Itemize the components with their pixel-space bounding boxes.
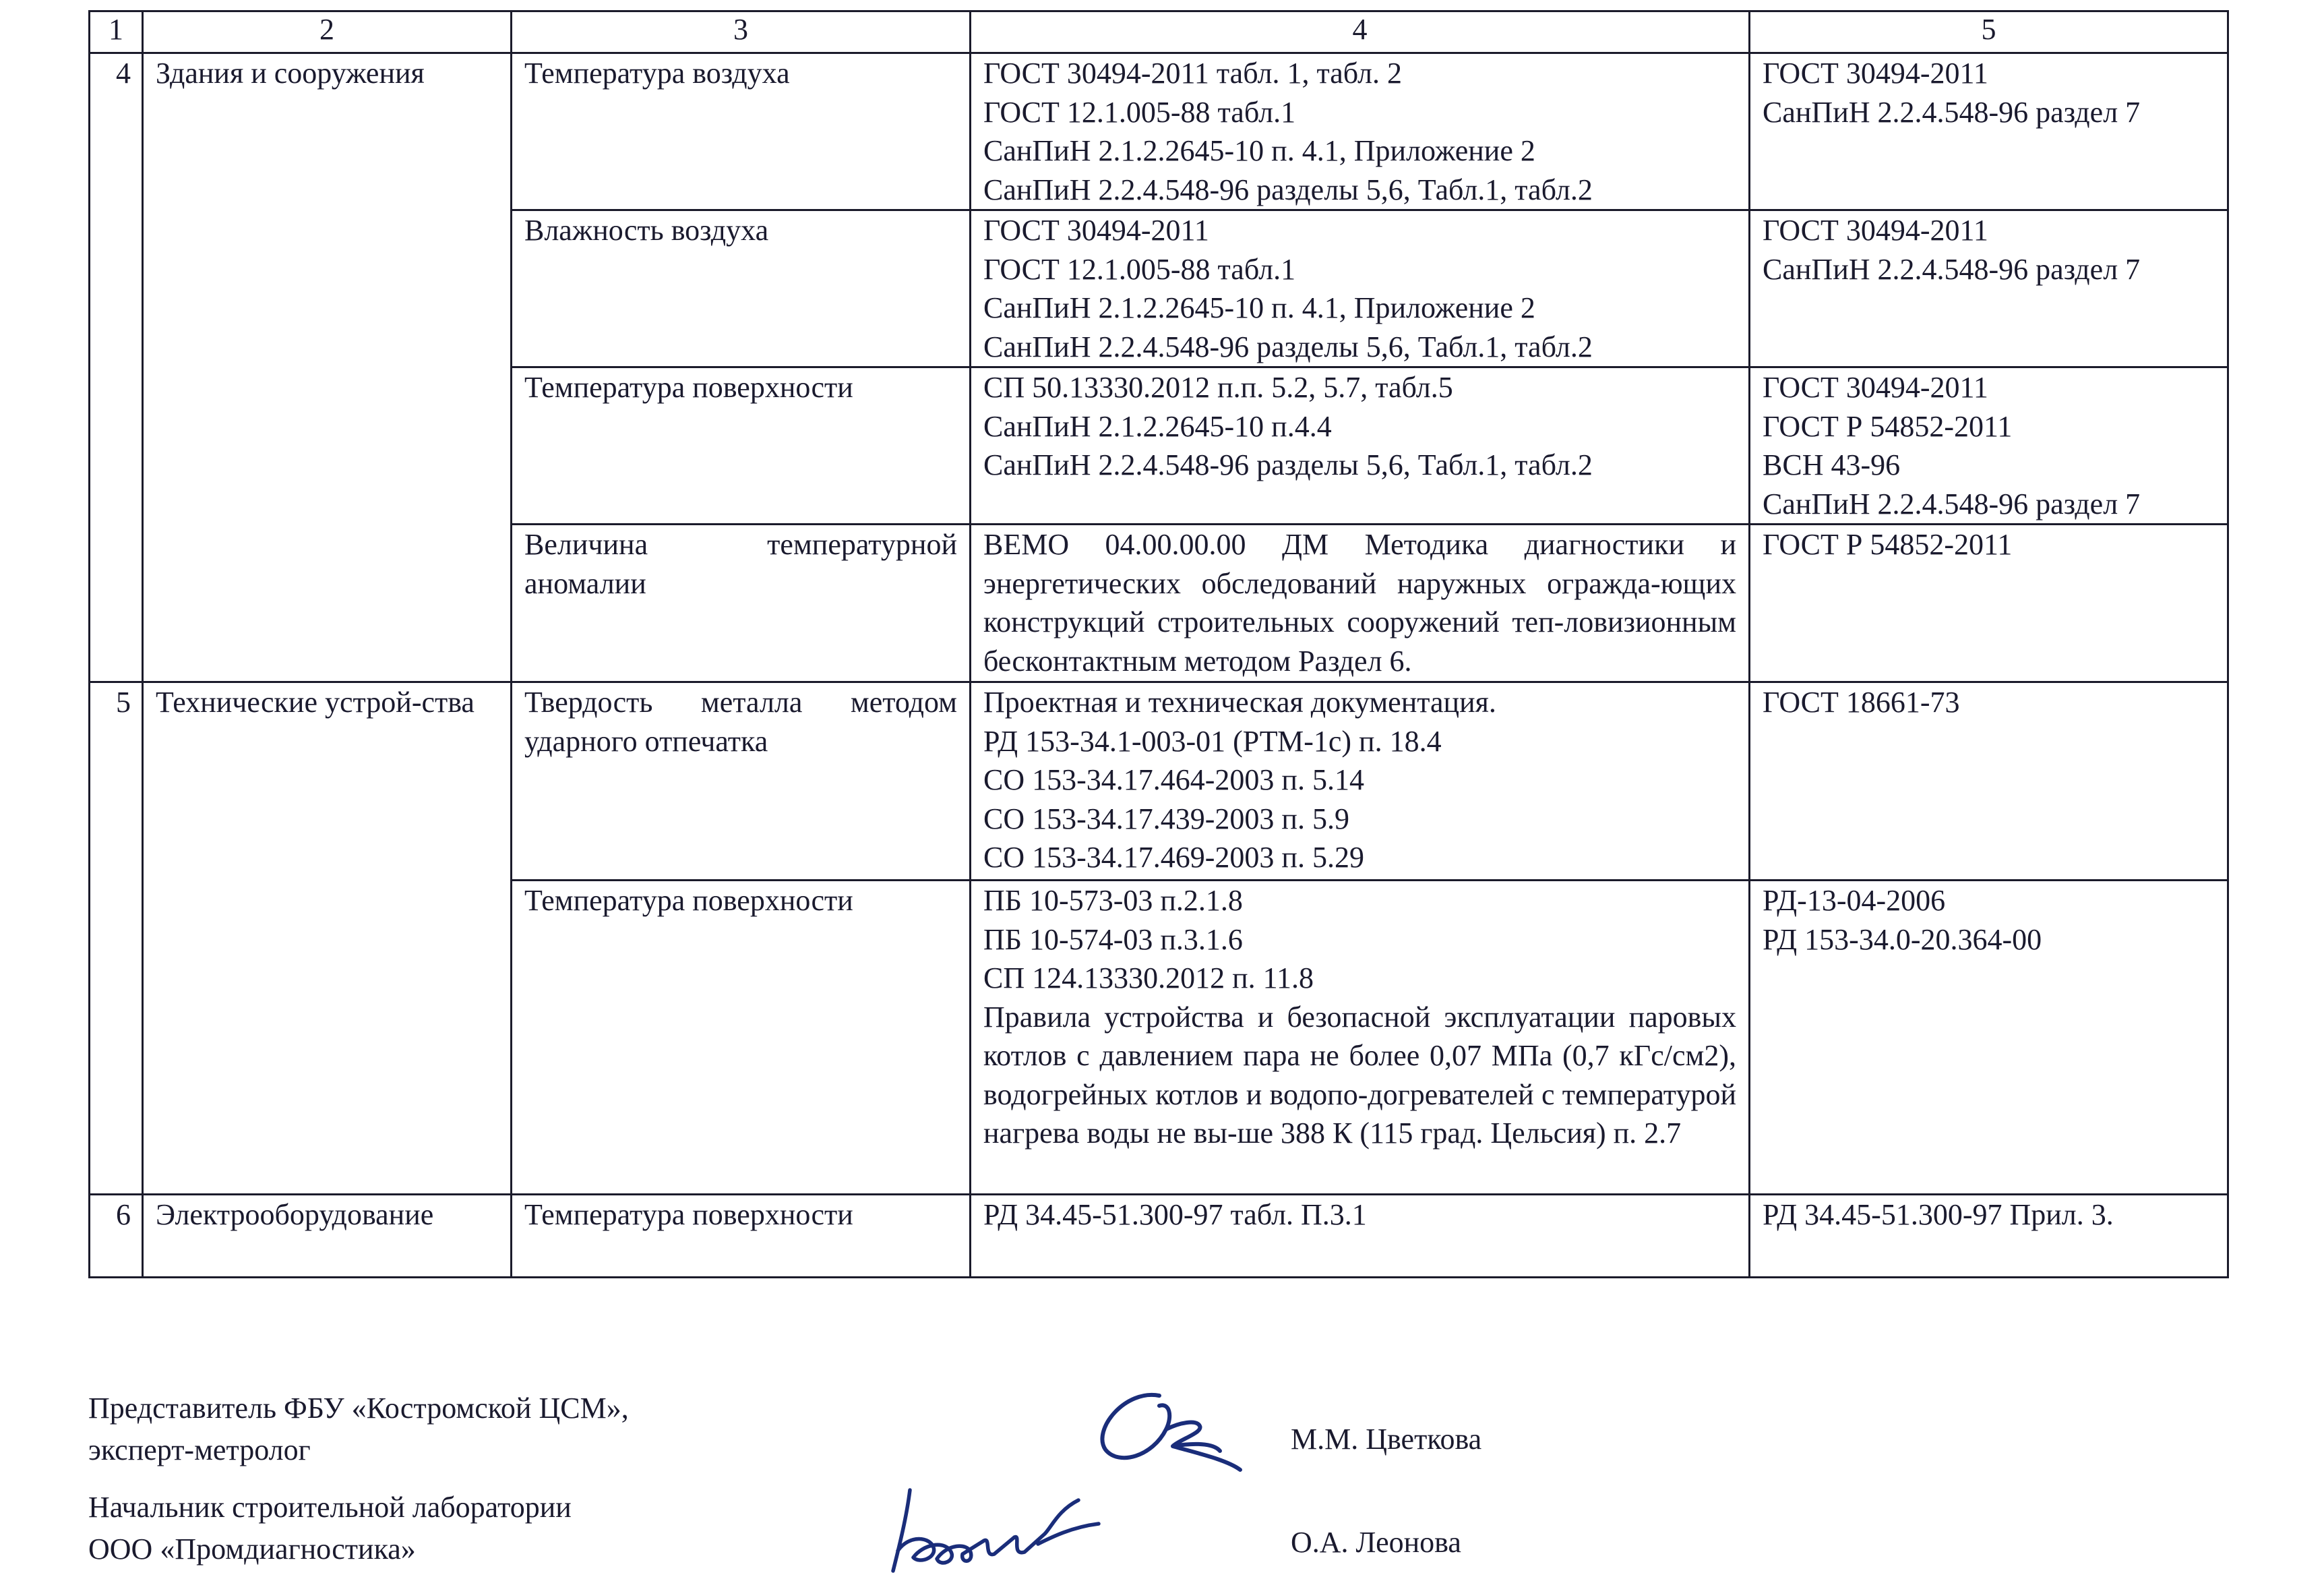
characteristic-cell: Величина температурной аномалии xyxy=(512,525,971,682)
methods-cell: ГОСТ 30494-2011 СанПиН 2.2.4.548-96 раздел 7 xyxy=(1750,210,2228,367)
object-cell: Электрооборудование xyxy=(143,1195,512,1278)
header-col-3: 3 xyxy=(512,11,971,53)
header-col-1: 1 xyxy=(90,11,143,53)
object-cell: Технические устрой-ства xyxy=(143,682,512,1195)
row-number: 4 xyxy=(90,53,143,682)
documents-cell: ПБ 10-573-03 п.2.1.8 ПБ 10-574-03 п.3.1.6 СП 124.13330.2012 п. 11.8 Правила устройства и безопасной эксплуатации паровых котлов с давлением пара не более 0,07 МПа (0,7 кГс/см2), водогрейных котлов и водопо-догревателей с температурой нагрева воды не вы-ше 388 К (115 град. Цельсия) п. 2.7 xyxy=(971,881,1750,1195)
header-col-4: 4 xyxy=(971,11,1750,53)
methods-cell: ГОСТ 18661-73 xyxy=(1750,682,2228,881)
table-row xyxy=(90,1195,2228,1278)
representative-2-title: Начальник строительной лаборатории ООО «Промдиагностика» xyxy=(88,1491,572,1566)
standards-table xyxy=(88,10,2229,1278)
documents-cell: ГОСТ 30494-2011 табл. 1, табл. 2 ГОСТ 12.1.005-88 табл.1 СанПиН 2.1.2.2645-10 п. 4.1, Приложение 2 СанПиН 2.2.4.548-96 разделы 5,6, Табл.1, табл.2 xyxy=(971,53,1750,210)
methods-cell: РД 34.45-51.300-97 Прил. 3. xyxy=(1750,1195,2228,1278)
header-col-5: 5 xyxy=(1750,11,2228,53)
documents-cell: СП 50.13330.2012 п.п. 5.2, 5.7, табл.5 СанПиН 2.1.2.2645-10 п.4.4 СанПиН 2.2.4.548-96 разделы 5,6, Табл.1, табл.2 xyxy=(971,367,1750,525)
signature-2 xyxy=(883,1470,1112,1577)
header-col-2: 2 xyxy=(143,11,512,53)
documents-cell: ВЕМО 04.00.00.00 ДМ Методика диагностики и энергетических обследований наружных огражда-ющих конструкций строительных сооружений теп-ловизионным бесконтактным методом Раздел 6. xyxy=(971,525,1750,682)
methods-cell: ГОСТ Р 54852-2011 xyxy=(1750,525,2228,682)
representative-2-name: О.А. Леонова xyxy=(1291,1526,1461,1559)
methods-cell: ГОСТ 30494-2011 СанПиН 2.2.4.548-96 раздел 7 xyxy=(1750,53,2228,210)
table-row xyxy=(90,53,2228,210)
characteristic-cell: Влажность воздуха xyxy=(512,210,971,367)
representative-1-name: М.М. Цветкова xyxy=(1291,1423,1482,1456)
characteristic-cell: Твердость металла методом ударного отпечатка xyxy=(512,682,971,881)
methods-cell: РД-13-04-2006 РД 153-34.0-20.364-00 xyxy=(1750,881,2228,1195)
characteristic-cell: Температура поверхности xyxy=(512,881,971,1195)
representative-1-title: Представитель ФБУ «Костромской ЦСМ», эксперт-метролог xyxy=(88,1392,629,1466)
characteristic-cell: Температура воздуха xyxy=(512,53,971,210)
table-header-row xyxy=(90,11,2228,53)
table-row xyxy=(90,682,2228,881)
documents-cell: Проектная и техническая документация. РД 153-34.1-003-01 (РТМ-1с) п. 18.4 СО 153-34.17.464-2003 п. 5.14 СО 153-34.17.439-2003 п. 5.9 СО 153-34.17.469-2003 п. 5.29 xyxy=(971,682,1750,881)
object-cell: Здания и сооружения xyxy=(143,53,512,682)
methods-cell: ГОСТ 30494-2011 ГОСТ Р 54852-2011 ВСН 43-96 СанПиН 2.2.4.548-96 раздел 7 xyxy=(1750,367,2228,525)
documents-cell: ГОСТ 30494-2011 ГОСТ 12.1.005-88 табл.1 СанПиН 2.1.2.2645-10 п. 4.1, Приложение 2 СанПиН 2.2.4.548-96 разделы 5,6, Табл.1, табл.2 xyxy=(971,210,1750,367)
characteristic-cell: Температура поверхности xyxy=(512,367,971,525)
row-number: 5 xyxy=(90,682,143,1195)
row-number: 6 xyxy=(90,1195,143,1278)
characteristic-cell: Температура поверхности xyxy=(512,1195,971,1278)
documents-cell: РД 34.45-51.300-97 табл. П.3.1 xyxy=(971,1195,1750,1278)
